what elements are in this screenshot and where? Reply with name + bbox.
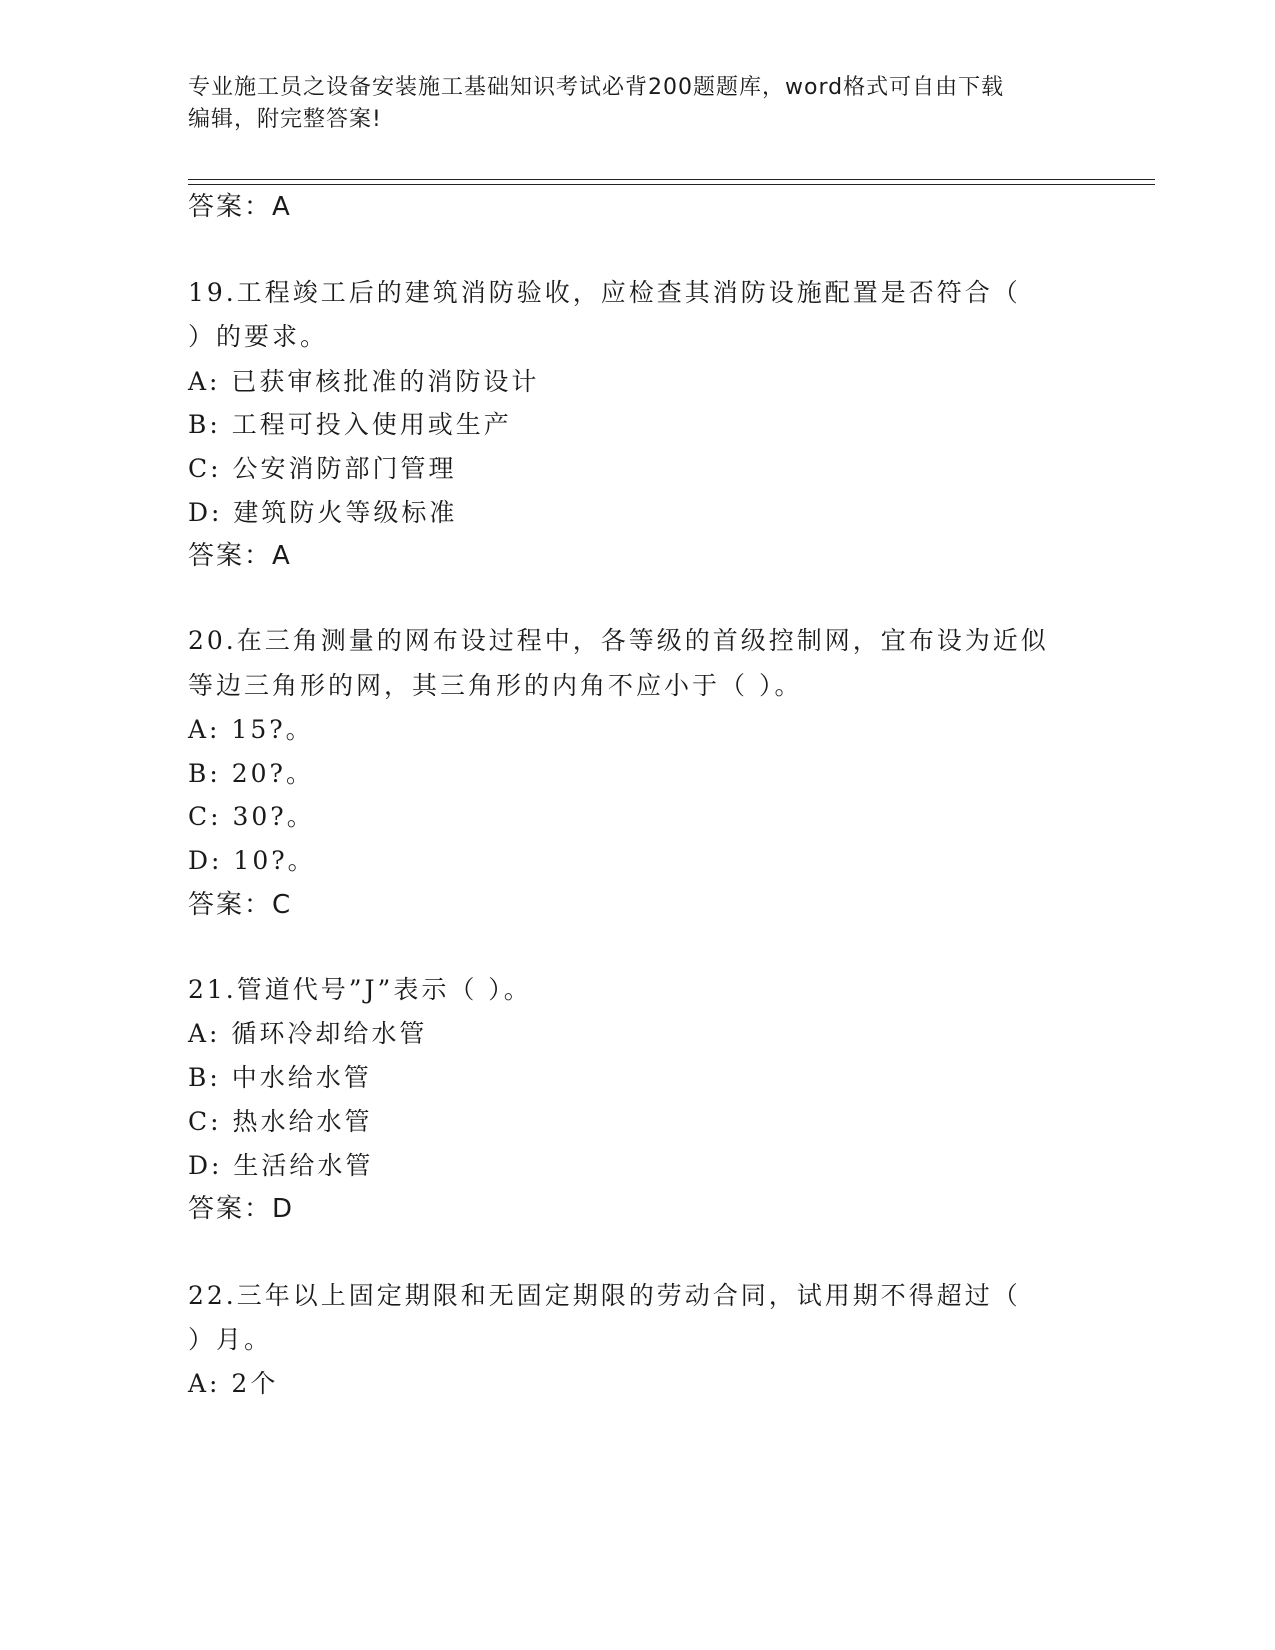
question-stem-line1: 20.在三角测量的网布设过程中，各等级的首级控制网，宜布设为近似 — [188, 626, 1049, 655]
question-stem-line1: 22.三年以上固定期限和无固定期限的劳动合同，试用期不得超过（ — [188, 1281, 1021, 1310]
header-title-line1: 专业施工员之设备安装施工基础知识考试必背200题题库，word格式可自由下载 — [188, 75, 1005, 100]
question-stem-line2: ）的要求。 — [188, 322, 329, 351]
option-d: D: 生活给水管 — [188, 1151, 374, 1180]
option-b: B: 工程可投入使用或生产 — [188, 410, 512, 439]
question-stem-line1: 21.管道代号”J”表示（ ）。 — [188, 975, 532, 1004]
option-d: D: 建筑防火等级标准 — [188, 498, 458, 527]
question-stem-line2: 等边三角形的网，其三角形的内角不应小于（ ）。 — [188, 671, 803, 700]
question-stem-line1: 19.工程竣工后的建筑消防验收，应检查其消防设施配置是否符合（ — [188, 278, 1021, 307]
option-a: A: 2个 — [188, 1369, 279, 1398]
option-c: C: 公安消防部门管理 — [188, 454, 457, 483]
option-c: C: 30?。 — [188, 802, 315, 831]
answer: 答案：D — [188, 1194, 295, 1224]
header-rule-bottom — [188, 184, 1155, 185]
option-d: D: 10?。 — [188, 846, 316, 875]
header-title-line2: 编辑，附完整答案! — [188, 107, 382, 132]
answer: 答案：C — [188, 890, 293, 920]
document-header — [188, 72, 1078, 136]
option-c: C: 热水给水管 — [188, 1107, 373, 1136]
option-b: B: 中水给水管 — [188, 1063, 372, 1092]
option-a: A: 已获审核批准的消防设计 — [188, 367, 540, 396]
question-stem-line2: ）月。 — [188, 1325, 273, 1354]
option-b: B: 20?。 — [188, 759, 314, 788]
option-a: A: 15?。 — [188, 715, 314, 744]
answer: 答案：A — [188, 541, 292, 571]
header-rule-top — [188, 179, 1155, 180]
previous-answer: 答案：A — [188, 192, 292, 222]
option-a: A: 循环冷却给水管 — [188, 1019, 428, 1048]
